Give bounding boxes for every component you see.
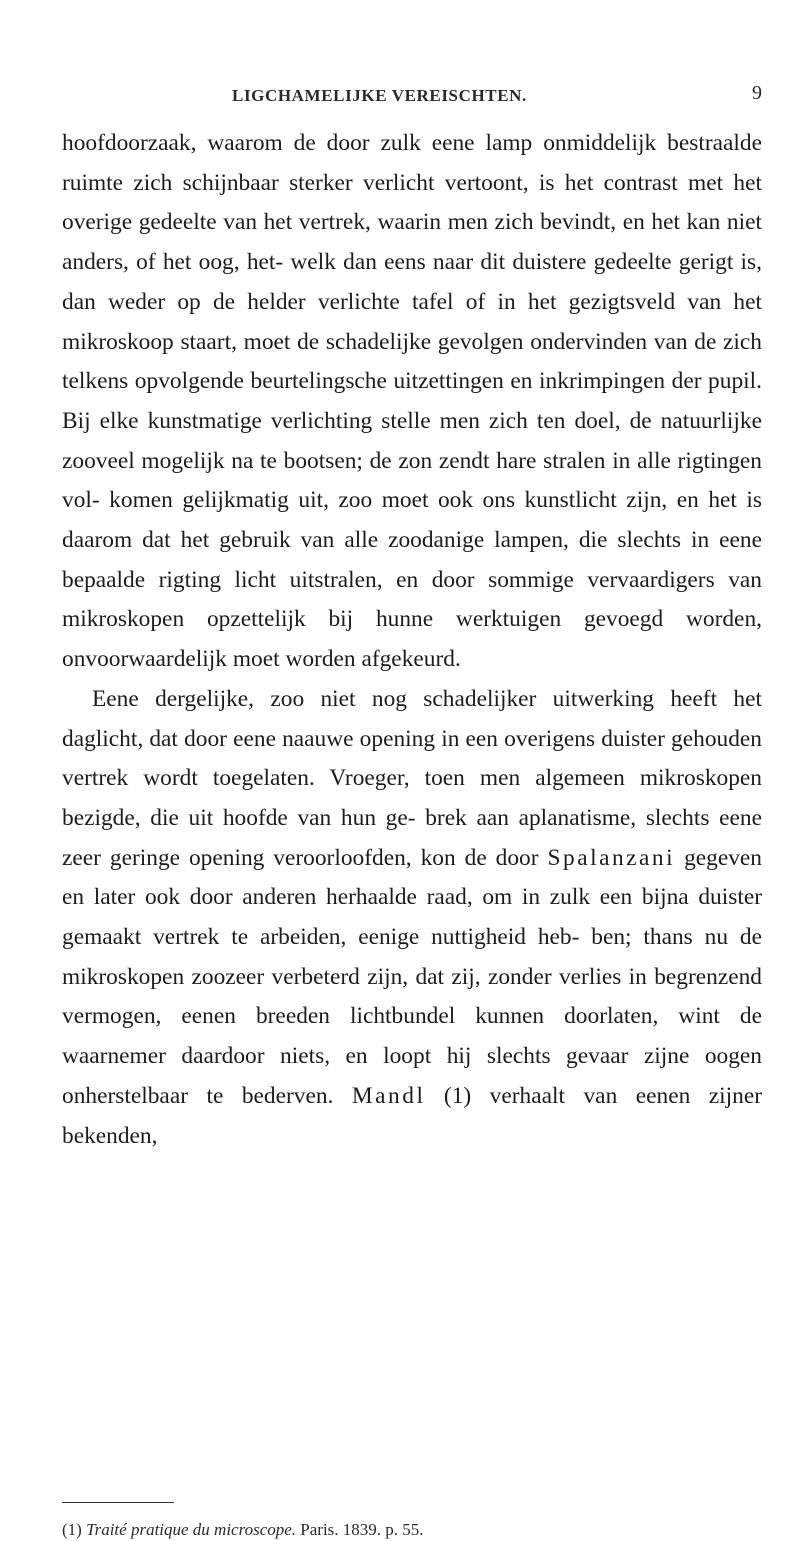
footnote-title: Traité pratique du microscope.: [86, 1520, 297, 1539]
paragraph-1: hoofdoorzaak, waarom de door zulk eene lamp onmiddelijk bestraalde ruimte zich schijnbaar sterker verlicht vertoont, is het contrast met het overige gedeelte van het vertrek, waarin men zich bevindt, en het kan niet anders, of het oog, het- welk dan eens naar dit duistere gedeelte gerigt is, dan weder op de helder verlichte tafel of in het gezigtsveld van het mikroskoop staart, moet de schadelijke gevolgen ondervinden van de zich telkens opvolgende beurtelingsche uitzettingen en inkrimpingen der pupil. Bij elke kunstmatige verlichting stelle men zich ten doel, de natuurlijke zooveel mogelijk na te bootsen; de zon zendt hare stralen in alle rigtingen vol- komen gelijkmatig uit, zoo moet ook ons kunstlicht zijn, en het is daarom dat het gebruik van alle zoodanige lampen, die slechts in eene bepaalde rigting licht uitstralen, en door sommige vervaardigers van mikroskopen opzettelijk bij hunne werktuigen gevoegd worden, onvoorwaardelijk moet worden afgekeurd.: [62, 130, 762, 673]
paragraph-2-text-b: gegeven en later ook door anderen herhaalde raad, om in zulk een bijna duister gemaakt vertrek te arbeiden, eenige nuttigheid heb- ben; thans nu de mikroskopen zoozeer verbeterd zijn, dat zij, zonder verlies in begrenzend vermogen, eenen breeden lichtbundel kunnen doorlaten, wint de waarnemer daardoor niets, en loopt hij slechts gevaar zijne oogen onherstelbaar te bederven.: [62, 844, 763, 1109]
running-head: LIGCHAMELIJKE VEREISCHTEN.: [232, 86, 527, 105]
paragraph-2-text-a: Eene dergelijke, zoo niet nog schadelijker uitwerking heeft het daglicht, dat door eene naauwe opening in een overigens duister gehouden vertrek wordt toegelaten. Vroeger, toen men algemeen mikroskopen bezigde, die uit hoofde van hun ge- brek aan aplanatisme, slechts eene zeer geringe opening veroorloofden, kon de door: [62, 685, 762, 871]
footnote-divider: [62, 1502, 174, 1503]
footnote: [62, 1519, 762, 1541]
page-number: 9: [752, 82, 762, 104]
footnote-marker: (1): [62, 1520, 82, 1539]
body-text: [62, 124, 762, 1156]
paragraph-2-text-c: (1) verhaalt van eenen zijner bekenden,: [62, 1082, 762, 1149]
paragraph-2: [62, 680, 762, 1156]
author-name-spalanzani: Spalanzani: [547, 844, 676, 871]
author-name-mandl: Mandl: [351, 1082, 426, 1109]
footnote-citation: Paris. 1839. p. 55.: [296, 1520, 424, 1539]
